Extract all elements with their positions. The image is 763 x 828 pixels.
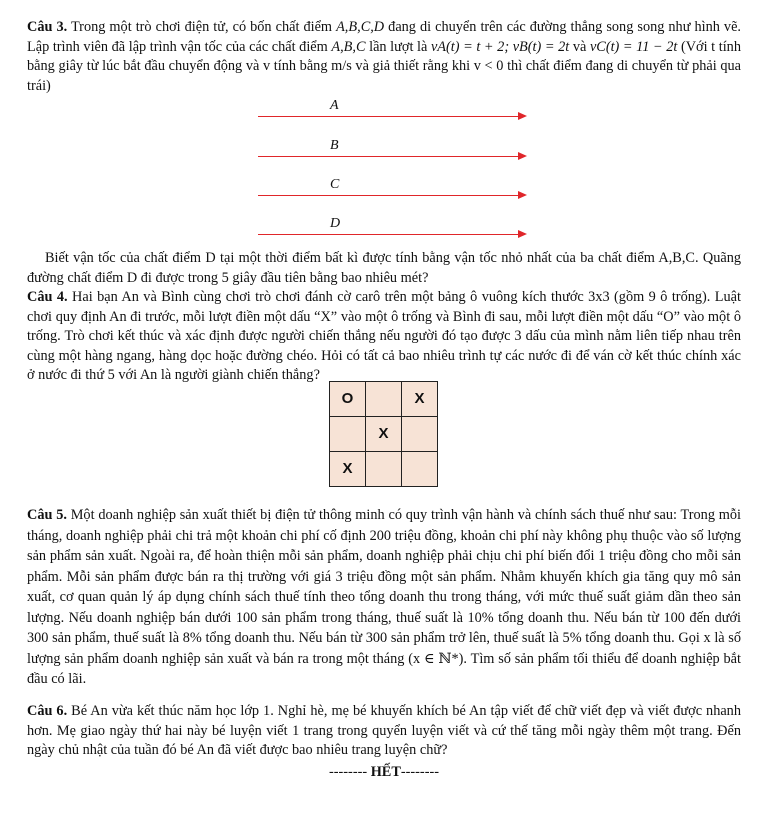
point-d-label: D bbox=[330, 216, 341, 231]
line-d-segment bbox=[258, 234, 520, 235]
q3-intro-text: Trong một trò chơi điện tử, có bốn chất điểm bbox=[67, 19, 337, 35]
line-c-segment bbox=[258, 195, 520, 196]
q3-intro-text-2: đang di chuyển trên các đường thẳng song song như hình vẽ. Lập trình viên đã lập trình vận tốc của các chất điểm bbox=[27, 19, 741, 55]
line-b-segment bbox=[258, 156, 520, 157]
q3-intro-text-3: lần lượt là bbox=[365, 38, 431, 55]
question-4-label: Câu 4. bbox=[27, 289, 68, 305]
motion-lines-figure bbox=[258, 98, 528, 244]
tic-tac-toe-board bbox=[329, 381, 438, 487]
end-prefix: -------- bbox=[329, 764, 371, 780]
board-cell bbox=[402, 452, 438, 487]
q3-note: (Với t tính bằng giây từ lúc bắt đầu chuyển động và v tính bằng m/s và giả thiết rằng khi v < 0 thì chất điểm đang di chuyển từ phải qua trái) bbox=[27, 38, 741, 94]
q3-formula-c: vC(t) = 11 − 2t bbox=[589, 38, 678, 55]
question-3-question bbox=[27, 249, 741, 288]
board-row bbox=[330, 382, 438, 417]
q3-and: và bbox=[569, 38, 590, 55]
point-a-label: A bbox=[330, 98, 339, 113]
q3-formulas: vA(t) = t + 2; vB(t) = 2t bbox=[430, 38, 570, 55]
q4-text: Hai bạn An và Bình cùng chơi trò chơi đánh cờ carô trên một bảng ô vuông kích thước 3x3 (gồm 9 ô trống). Luật chơi quy định An đi trước, mỗi lượt điền một dấu “X” vào một ô trống và Bình đi sau, mỗi lượt điền một dấu “O” vào một ô trống. Trò chơi kết thúc và xác định được người chiến thắng nếu người đó tạo được 3 dấu của mình nằm liên tiếp nhau trên cùng một hàng ngang, hàng dọc hoặc đường chéo. Hỏi có tất cả bao nhiêu trình tự các nước đi để ván cờ kết thúc chính xác ở nước đi thứ 5 với An là người giành chiến thắng? bbox=[27, 289, 741, 383]
q6-text: Bé An vừa kết thúc năm học lớp 1. Nghỉ hè, mẹ bé khuyến khích bé An tập viết để chữ viết đẹp và viết được nhanh hơn. Mẹ giao ngày thứ hai này bé luyện viết 1 trang trong quyển luyện viết và cứ thế tăng mỗi ngày thêm một trang. Đến ngày chủ nhật của tuần đó bé An đã viết được bao nhiêu trang luyện chữ? bbox=[27, 703, 741, 758]
line-c bbox=[258, 177, 528, 203]
line-a-segment bbox=[258, 116, 520, 117]
question-5 bbox=[27, 505, 741, 690]
point-c-label: C bbox=[330, 177, 340, 192]
q3-points: A,B,C,D bbox=[336, 19, 385, 35]
board-row bbox=[330, 452, 438, 487]
board-cell bbox=[366, 382, 402, 417]
question-6-label: Câu 6. bbox=[27, 703, 68, 719]
question-3-label: Câu 3. bbox=[27, 19, 68, 35]
board-cell: X bbox=[366, 417, 402, 452]
question-5-label: Câu 5. bbox=[27, 507, 67, 523]
question-3-intro bbox=[27, 18, 741, 96]
line-a-arrowhead bbox=[518, 112, 527, 120]
end-word: HẾT bbox=[370, 764, 401, 780]
board-cell: O bbox=[330, 382, 366, 417]
end-suffix: -------- bbox=[400, 764, 439, 780]
board-cell bbox=[402, 417, 438, 452]
line-d-arrowhead bbox=[518, 230, 527, 238]
line-a bbox=[258, 98, 528, 124]
end-marker bbox=[27, 763, 741, 783]
board-cell: X bbox=[402, 382, 438, 417]
question-4 bbox=[27, 288, 741, 386]
q3-points-abc: A,B,C bbox=[331, 38, 366, 55]
board-row bbox=[330, 417, 438, 452]
line-d bbox=[258, 216, 528, 242]
board-cell: X bbox=[330, 452, 366, 487]
q5-text: Một doanh nghiệp sản xuất thiết bị điện tử thông minh có quy trình vận hành và chính sách thuế như sau: Trong mỗi tháng, doanh nghiệp phải chi trả một khoản chi phí cố định 200 triệu đồng, khoản chi phí này không phụ thuộc vào số lượng sản phẩm sản xuất. Ngoài ra, để hoàn thiện mỗi sản phẩm, doanh nghiệp phải chịu chi phí biến đổi 1 triệu đồng cho mỗi sản phẩm. Mỗi sản phẩm được bán ra thị trường với giá 3 triệu đồng một sản phẩm. Nhằm khuyến khích gia tăng quy mô sản xuất, cơ quan quản lý áp dụng chính sách thuế tính theo tổng doanh thu trong tháng, với mức thuế suất giảm dần theo sản lượng. Nếu doanh nghiệp bán dưới 100 sản phẩm trong tháng, thuế suất là 10% tổng doanh thu. Nếu bán từ 100 đến dưới 300 sản phẩm, thuế suất là 8% tổng doanh thu. Nếu bán từ 300 sản phẩm trở lên, thuế suất là 5% tổng doanh thu. Gọi x là số lượng sản phẩm doanh nghiệp sản xuất và bán ra trong một tháng (x ∈ ℕ*). Tìm số sản phẩm tối thiểu để doanh nghiệp bắt đầu có lãi. bbox=[27, 507, 741, 687]
question-6 bbox=[27, 702, 741, 761]
line-c-arrowhead bbox=[518, 191, 527, 199]
point-b-label: B bbox=[330, 138, 339, 153]
board-cell bbox=[366, 452, 402, 487]
q3-question-text: Biết vận tốc của chất điểm D tại một thời điểm bất kì được tính bằng vận tốc nhỏ nhất của ba chất điểm A,B,C. Quãng đường chất điểm D đi được trong 5 giây đầu tiên bằng bao nhiêu mét? bbox=[27, 250, 741, 286]
line-b bbox=[258, 138, 528, 164]
board-cell bbox=[330, 417, 366, 452]
line-b-arrowhead bbox=[518, 152, 527, 160]
